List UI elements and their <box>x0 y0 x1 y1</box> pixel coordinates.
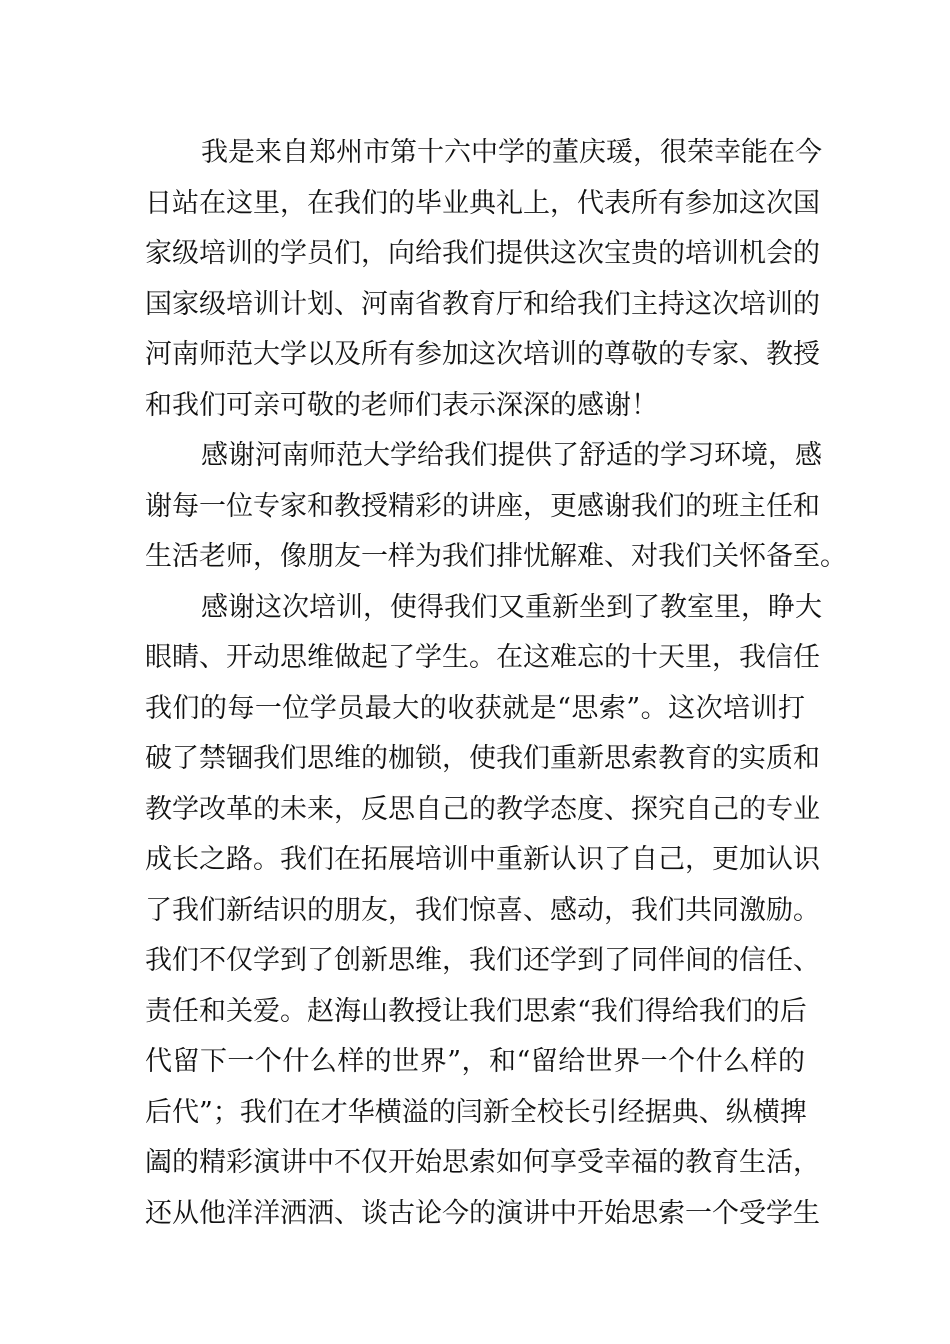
paragraph-line: 我们不仅学到了创新思维，我们还学到了同伴间的信任、 <box>145 945 820 976</box>
paragraph-line: 我们的每一位学员最大的收获就是“思索”。这次培训打 <box>145 692 805 724</box>
paragraph-line: 家级培训的学员们，向给我们提供这次宝贵的培训机会的 <box>145 238 820 269</box>
paragraph-line: 感谢这次培训，使得我们又重新坐到了教室里，睁大 <box>201 591 822 623</box>
paragraph-line: 了我们新结识的朋友，我们惊喜、感动，我们共同激励。 <box>145 894 820 926</box>
document-body <box>145 128 847 1239</box>
paragraph-line: 眼睛、开动思维做起了学生。在这难忘的十天里，我信任 <box>145 642 820 673</box>
paragraph-2 <box>145 431 847 583</box>
paragraph-line: 还从他洋洋洒洒、谈古论今的演讲中开始思索一个受学生 <box>145 1197 820 1229</box>
paragraph-line: 感谢河南师范大学给我们提供了舒适的学习环境，感 <box>201 440 822 471</box>
paragraph-line: 国家级培训计划、河南省教育厅和给我们主持这次培训的 <box>145 288 820 320</box>
paragraph-line: 代留下一个什么样的世界”，和“留给世界一个什么样的 <box>145 1046 805 1077</box>
paragraph-line: 成长之路。我们在拓展培训中重新认识了自己，更加认识 <box>145 844 820 875</box>
paragraph-line: 我是来自郑州市第十六中学的董庆瑗，很荣幸能在今 <box>201 137 822 168</box>
paragraph-line: 后代”；我们在才华横溢的闫新全校长引经据典、纵横捭 <box>145 1096 807 1128</box>
paragraph-line: 河南师范大学以及所有参加这次培训的尊敬的专家、教授 <box>145 339 820 370</box>
paragraph-line: 破了禁锢我们思维的枷锁，使我们重新思索教育的实质和 <box>145 743 820 774</box>
paragraph-line: 和我们可亲可敬的老师们表示深深的感谢！ <box>145 389 658 421</box>
paragraph-line: 生活老师，像朋友一样为我们排忧解难、对我们关怀备至。 <box>145 541 847 572</box>
paragraph-3 <box>145 583 822 1240</box>
paragraph-line: 阖的精彩演讲中不仅开始思索如何享受幸福的教育生活， <box>145 1147 820 1178</box>
paragraph-line: 责任和关爱。赵海山教授让我们思索“我们得给我们的后 <box>145 995 807 1027</box>
paragraph-line: 谢每一位专家和教授精彩的讲座，更感谢我们的班主任和 <box>145 490 820 522</box>
paragraph-1 <box>145 128 822 431</box>
paragraph-line: 日站在这里，在我们的毕业典礼上，代表所有参加这次国 <box>145 187 820 219</box>
paragraph-line: 教学改革的未来，反思自己的教学态度、探究自己的专业 <box>145 793 820 825</box>
